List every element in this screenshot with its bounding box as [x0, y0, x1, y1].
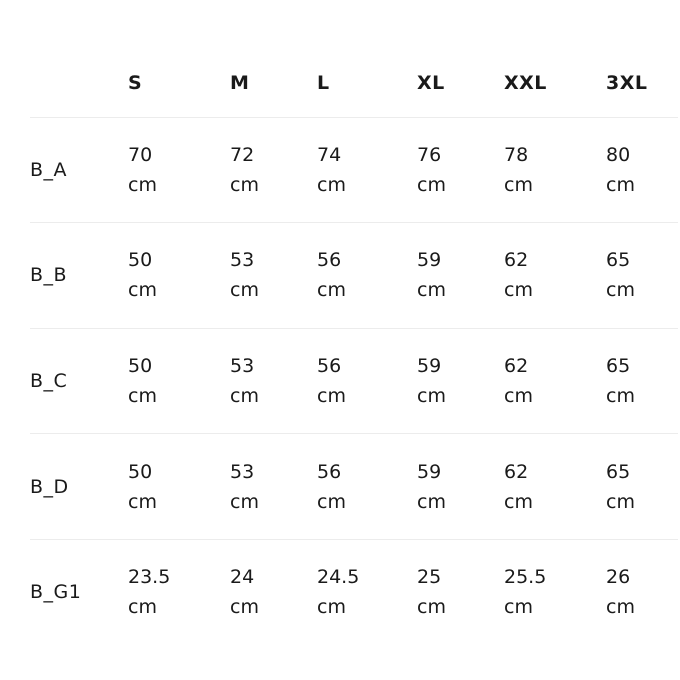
measurement-cell-m	[230, 539, 317, 645]
measurement-cell-l	[317, 434, 417, 540]
measurement-unit: cm	[504, 384, 533, 407]
measurement-value: 65	[606, 460, 631, 483]
measurement-unit: cm	[128, 279, 157, 302]
measurement-value: 24	[230, 566, 255, 589]
measurement-value: 80	[606, 143, 631, 166]
measurement-cell-m	[230, 328, 317, 434]
row-label: B_G1	[30, 581, 82, 604]
measurement-cell-3xl	[606, 328, 678, 434]
measurement-value: 62	[504, 354, 529, 377]
measurement-unit: cm	[128, 490, 157, 513]
header-corner-cell	[30, 50, 128, 117]
measurement-cell-3xl	[606, 223, 678, 329]
measurement-value: 62	[504, 249, 529, 272]
measurement-value: 78	[504, 143, 529, 166]
measurement-unit: cm	[606, 490, 635, 513]
measurement-unit: cm	[606, 173, 635, 196]
header-size-l: L	[317, 72, 330, 95]
header-size-s: S	[128, 72, 143, 95]
row-label: B_D	[30, 475, 69, 498]
measurement-value: 26	[606, 566, 631, 589]
measurement-unit: cm	[230, 596, 259, 619]
measurement-cell-xl	[417, 434, 504, 540]
measurement-cell-xl	[417, 223, 504, 329]
measurement-unit: cm	[504, 279, 533, 302]
size-header-row	[30, 50, 678, 117]
measurement-unit: cm	[230, 279, 259, 302]
measurement-cell-l	[317, 223, 417, 329]
measurement-unit: cm	[417, 596, 446, 619]
measurement-value: 23.5	[128, 566, 171, 589]
measurement-unit: cm	[317, 596, 346, 619]
measurement-unit: cm	[128, 596, 157, 619]
measurement-cell-s	[128, 117, 230, 223]
measurement-cell-xxl	[504, 223, 606, 329]
measurement-unit: cm	[504, 596, 533, 619]
measurement-unit: cm	[317, 173, 346, 196]
size-chart-table	[30, 50, 678, 645]
measurement-value: 50	[128, 354, 153, 377]
measurement-unit: cm	[317, 490, 346, 513]
measurement-cell-xxl	[504, 434, 606, 540]
measurement-cell-xxl	[504, 328, 606, 434]
size-table-body	[30, 117, 678, 645]
measurement-value: 59	[417, 460, 442, 483]
measurement-cell-l	[317, 117, 417, 223]
measurement-value: 56	[317, 460, 342, 483]
measurement-unit: cm	[317, 384, 346, 407]
measurement-value: 76	[417, 143, 442, 166]
measurement-value: 25	[417, 566, 442, 589]
table-row	[30, 539, 678, 645]
measurement-unit: cm	[128, 173, 157, 196]
row-label: B_A	[30, 158, 68, 181]
measurement-unit: cm	[606, 596, 635, 619]
measurement-value: 65	[606, 354, 631, 377]
measurement-value: 24.5	[317, 566, 360, 589]
measurement-value: 56	[317, 354, 342, 377]
measurement-cell-l	[317, 328, 417, 434]
measurement-unit: cm	[317, 279, 346, 302]
table-row	[30, 434, 678, 540]
measurement-unit: cm	[417, 279, 446, 302]
measurement-value: 53	[230, 460, 255, 483]
table-row	[30, 328, 678, 434]
measurement-value: 74	[317, 143, 342, 166]
header-size-xl: XL	[417, 72, 445, 95]
measurement-cell-xl	[417, 328, 504, 434]
measurement-value: 59	[417, 354, 442, 377]
measurement-unit: cm	[230, 490, 259, 513]
measurement-value: 53	[230, 249, 255, 272]
measurement-value: 50	[128, 249, 153, 272]
measurement-value: 72	[230, 143, 255, 166]
measurement-cell-3xl	[606, 117, 678, 223]
measurement-unit: cm	[606, 279, 635, 302]
measurement-value: 25.5	[504, 566, 547, 589]
measurement-unit: cm	[230, 173, 259, 196]
measurement-value: 50	[128, 460, 153, 483]
measurement-cell-xxl	[504, 117, 606, 223]
measurement-unit: cm	[128, 384, 157, 407]
measurement-unit: cm	[417, 490, 446, 513]
measurement-cell-m	[230, 434, 317, 540]
table-row	[30, 117, 678, 223]
measurement-cell-3xl	[606, 539, 678, 645]
measurement-cell-s	[128, 328, 230, 434]
header-size-xxl: XXL	[504, 72, 547, 95]
measurement-cell-l	[317, 539, 417, 645]
row-label: B_C	[30, 369, 68, 392]
table-row	[30, 223, 678, 329]
measurement-unit: cm	[504, 173, 533, 196]
measurement-value: 59	[417, 249, 442, 272]
measurement-value: 65	[606, 249, 631, 272]
measurement-value: 53	[230, 354, 255, 377]
measurement-unit: cm	[417, 384, 446, 407]
measurement-unit: cm	[417, 173, 446, 196]
measurement-unit: cm	[606, 384, 635, 407]
measurement-unit: cm	[230, 384, 259, 407]
measurement-cell-s	[128, 434, 230, 540]
measurement-unit: cm	[504, 490, 533, 513]
measurement-cell-s	[128, 223, 230, 329]
measurement-cell-xl	[417, 539, 504, 645]
row-label: B_B	[30, 264, 68, 287]
measurement-cell-s	[128, 539, 230, 645]
measurement-cell-xl	[417, 117, 504, 223]
measurement-value: 70	[128, 143, 153, 166]
measurement-cell-m	[230, 223, 317, 329]
measurement-value: 62	[504, 460, 529, 483]
header-size-m: M	[230, 72, 250, 95]
measurement-value: 56	[317, 249, 342, 272]
header-size-3xl: 3XL	[606, 72, 648, 95]
measurement-cell-xxl	[504, 539, 606, 645]
measurement-cell-m	[230, 117, 317, 223]
measurement-cell-3xl	[606, 434, 678, 540]
